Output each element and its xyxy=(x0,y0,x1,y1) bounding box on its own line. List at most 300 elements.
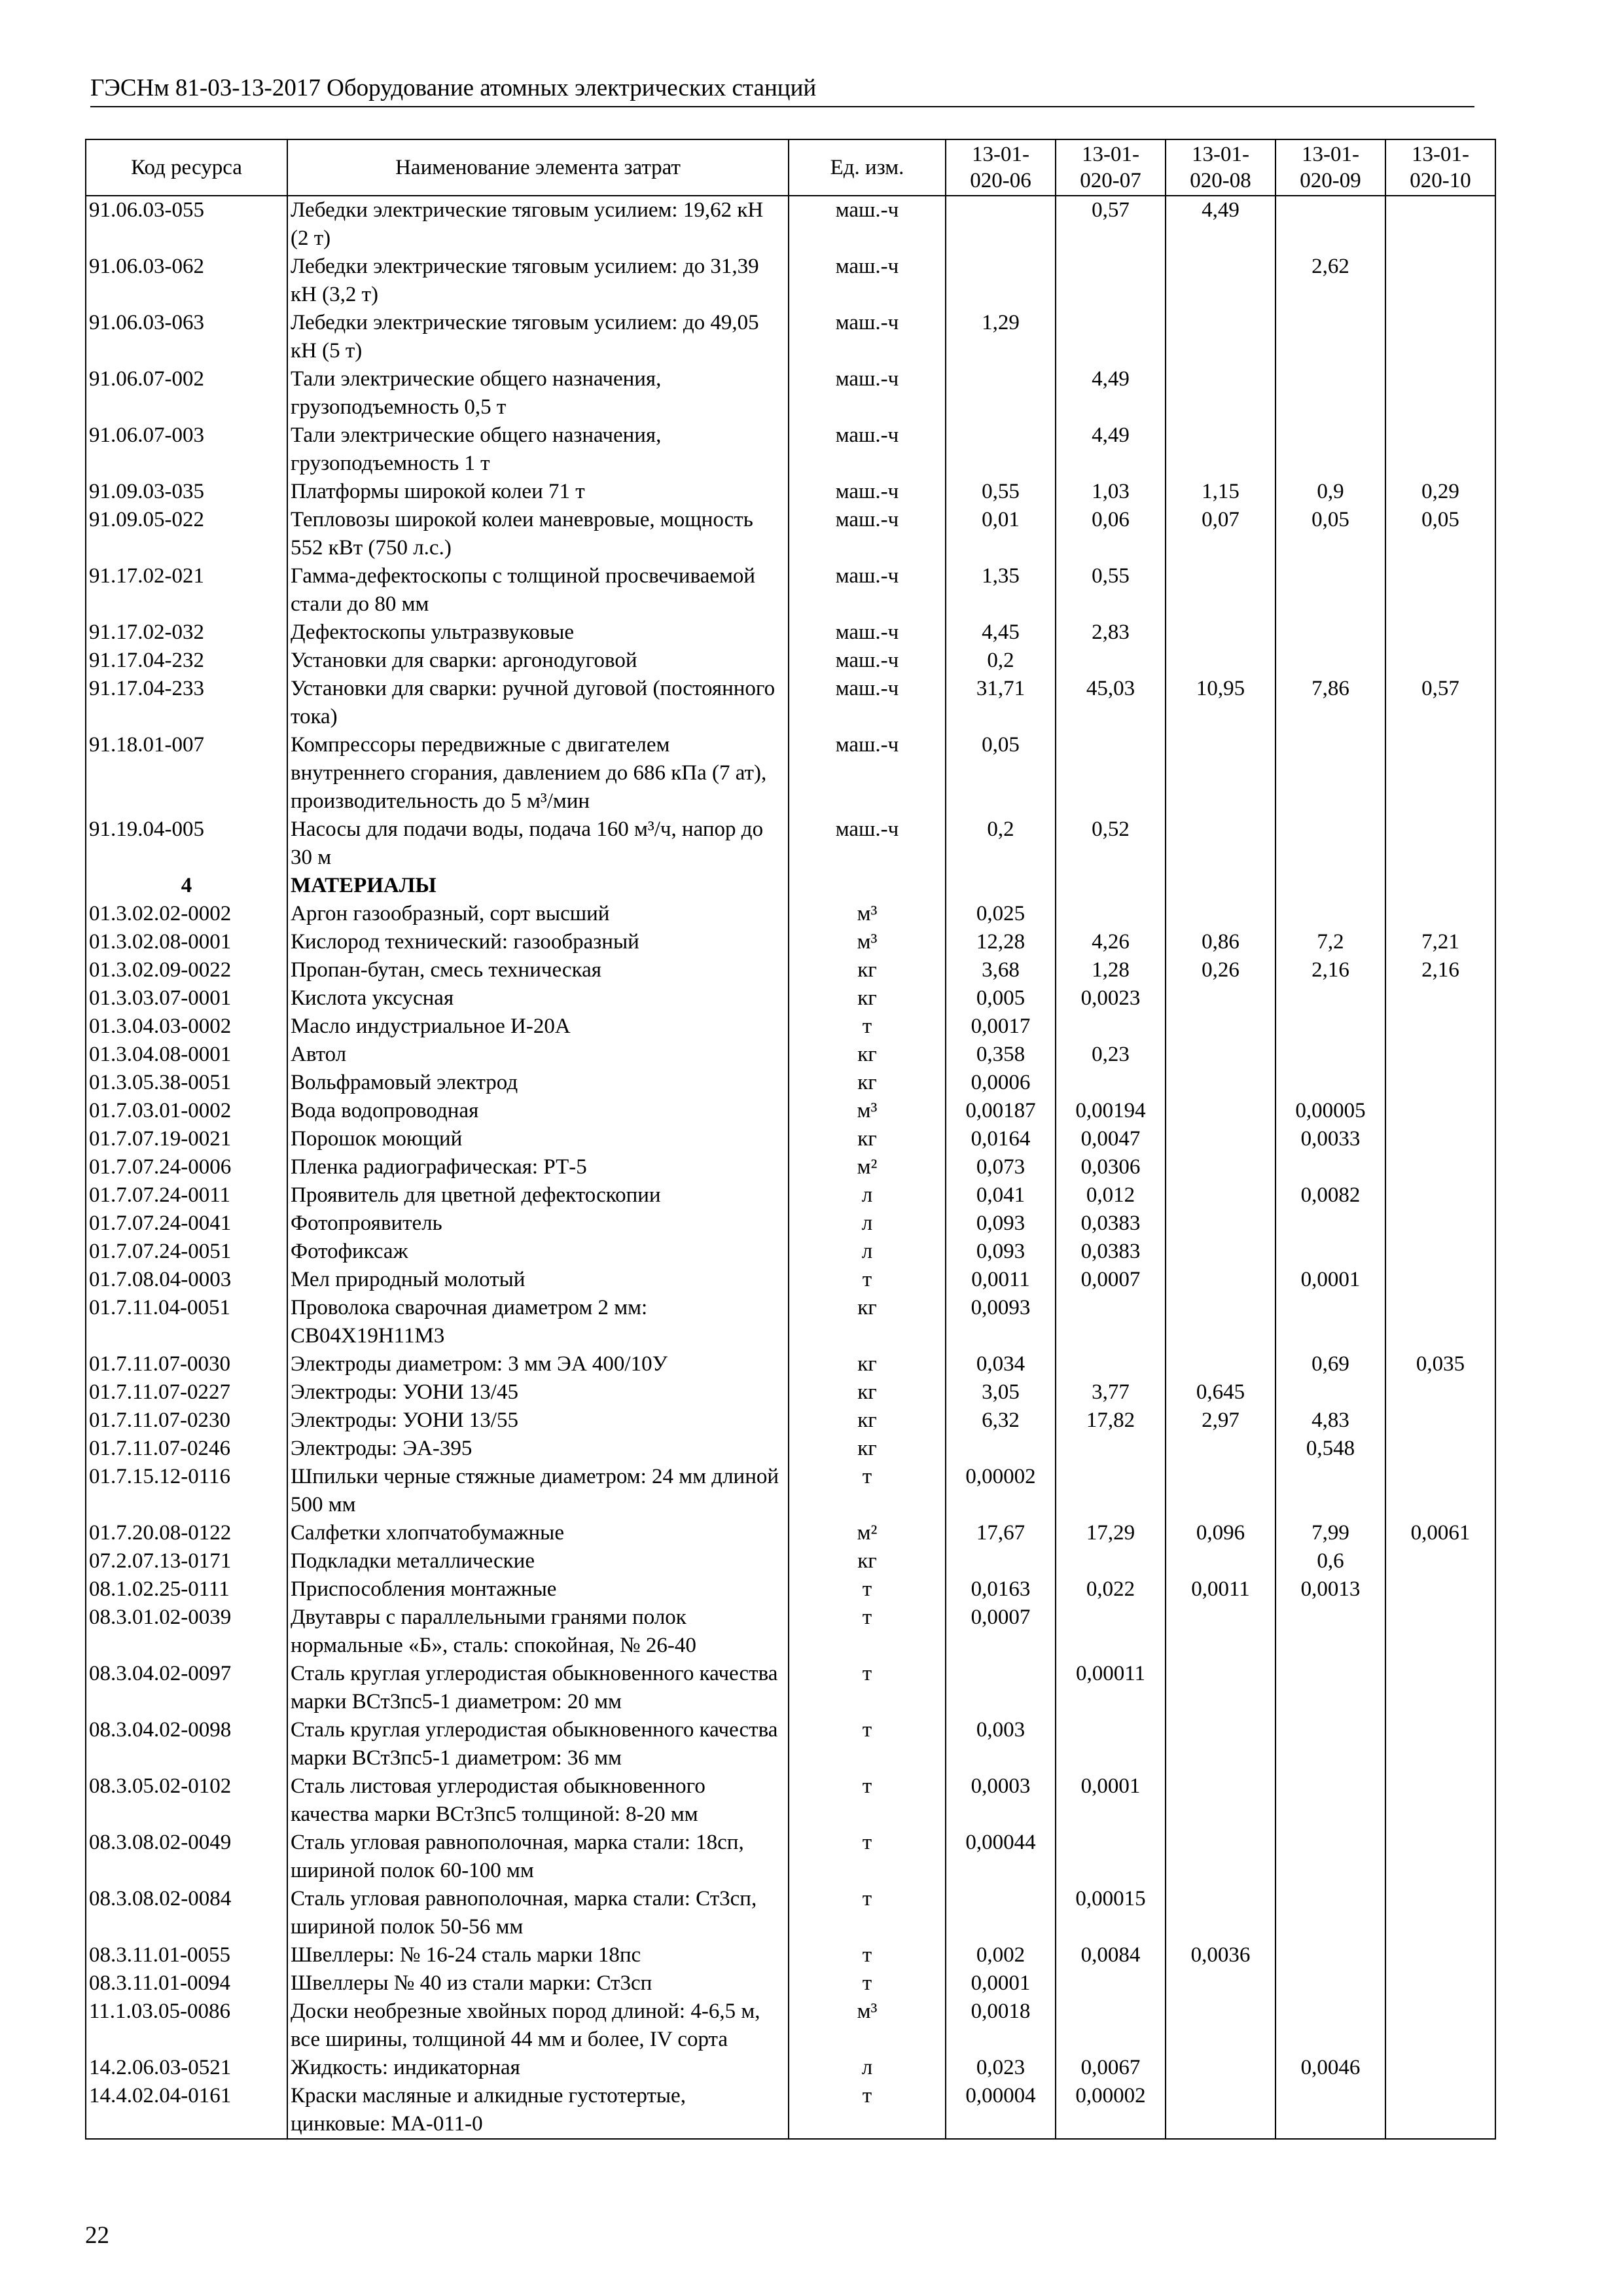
resource-name: Жидкость: индикаторная xyxy=(287,2054,789,2082)
value-cell xyxy=(1275,1069,1385,1097)
value-cell: 4,49 xyxy=(1166,196,1275,253)
table-row xyxy=(86,928,1495,956)
value-cell: 0,003 xyxy=(946,1716,1056,1772)
resource-name: Пленка радиографическая: РТ-5 xyxy=(287,1153,789,1181)
value-cell xyxy=(1385,647,1495,675)
resource-code: 01.3.02.09-0022 xyxy=(86,956,287,984)
value-cell: 17,29 xyxy=(1056,1519,1166,1547)
resource-code: 08.3.01.02-0039 xyxy=(86,1604,287,1660)
value-cell xyxy=(1385,1829,1495,1885)
value-cell xyxy=(1056,1013,1166,1041)
value-cell: 0,05 xyxy=(1275,506,1385,562)
value-cell xyxy=(1385,2054,1495,2082)
resource-name: Установки для сварки: аргонодуговой xyxy=(287,647,789,675)
value-cell: 0,034 xyxy=(946,1350,1056,1378)
resource-name: Фотопроявитель xyxy=(287,1210,789,1238)
unit-cell: м³ xyxy=(789,928,946,956)
table-row xyxy=(86,816,1495,872)
value-cell xyxy=(1166,562,1275,619)
value-cell xyxy=(1166,1153,1275,1181)
unit-cell: т xyxy=(789,1772,946,1829)
resource-code: 14.4.02.04-0161 xyxy=(86,2082,287,2139)
unit-cell: кг xyxy=(789,1041,946,1069)
resource-code: 11.1.03.05-0086 xyxy=(86,1998,287,2054)
value-cell xyxy=(1166,2054,1275,2082)
value-cell: 0,0164 xyxy=(946,1125,1056,1153)
unit-cell: маш.-ч xyxy=(789,365,946,422)
unit-cell: маш.-ч xyxy=(789,422,946,478)
table-row xyxy=(86,196,1495,253)
resource-code: 01.7.08.04-0003 xyxy=(86,1266,287,1294)
unit-cell: кг xyxy=(789,1547,946,1575)
value-cell: 0,0001 xyxy=(946,1969,1056,1998)
unit-cell: т xyxy=(789,1829,946,1885)
resource-code: 08.3.04.02-0097 xyxy=(86,1660,287,1716)
resource-name: Двутавры с параллельными гранями полок нормальные «Б», сталь: спокойная, № 26-40 xyxy=(287,1604,789,1660)
table-row xyxy=(86,1181,1495,1210)
value-cell xyxy=(1166,984,1275,1013)
value-cell xyxy=(1275,1604,1385,1660)
value-cell xyxy=(1166,1041,1275,1069)
value-cell xyxy=(1166,309,1275,365)
unit-cell: кг xyxy=(789,1069,946,1097)
value-cell xyxy=(1166,1998,1275,2054)
value-cell xyxy=(1166,900,1275,928)
resource-code: 01.7.11.04-0051 xyxy=(86,1294,287,1350)
table-header-row xyxy=(86,139,1495,196)
value-cell: 0,0084 xyxy=(1056,1941,1166,1969)
unit-cell: л xyxy=(789,1238,946,1266)
value-cell: 0,05 xyxy=(946,731,1056,816)
table-row xyxy=(86,562,1495,619)
resource-code: 91.19.04-005 xyxy=(86,816,287,872)
resource-code: 08.3.05.02-0102 xyxy=(86,1772,287,1829)
value-cell xyxy=(1166,1829,1275,1885)
table-row xyxy=(86,1463,1495,1519)
resource-name: Краски масляные и алкидные густотертые, цинковые: МА-011-0 xyxy=(287,2082,789,2139)
value-cell: 2,16 xyxy=(1385,956,1495,984)
value-cell xyxy=(1275,1210,1385,1238)
value-cell: 0,52 xyxy=(1056,816,1166,872)
value-cell xyxy=(1166,1463,1275,1519)
table-row xyxy=(86,900,1495,928)
unit-cell: т xyxy=(789,1941,946,1969)
value-cell: 0,0007 xyxy=(1056,1266,1166,1294)
value-cell: 45,03 xyxy=(1056,675,1166,731)
resource-code: 91.09.05-022 xyxy=(86,506,287,562)
resource-code: 91.06.07-003 xyxy=(86,422,287,478)
value-cell xyxy=(1166,731,1275,816)
value-cell: 0,00015 xyxy=(1056,1885,1166,1941)
resource-name: Сталь листовая углеродистая обыкновенного качества марки ВСт3пс5 толщиной: 8-20 мм xyxy=(287,1772,789,1829)
value-cell: 0,0061 xyxy=(1385,1519,1495,1547)
table-row xyxy=(86,1941,1495,1969)
resource-code: 01.3.05.38-0051 xyxy=(86,1069,287,1097)
value-cell xyxy=(1385,562,1495,619)
value-cell xyxy=(1166,1125,1275,1153)
value-cell xyxy=(946,872,1056,900)
resource-name: Тали электрические общего назначения, грузоподъемность 0,5 т xyxy=(287,365,789,422)
value-cell: 4,49 xyxy=(1056,422,1166,478)
value-cell xyxy=(1385,731,1495,816)
value-cell: 0,00011 xyxy=(1056,1660,1166,1716)
unit-cell: маш.-ч xyxy=(789,506,946,562)
value-cell xyxy=(1275,1013,1385,1041)
table-row xyxy=(86,1378,1495,1407)
value-cell xyxy=(1275,1772,1385,1829)
resource-name: Швеллеры № 40 из стали марки: Ст3сп xyxy=(287,1969,789,1998)
value-cell xyxy=(1385,1547,1495,1575)
value-cell xyxy=(1275,872,1385,900)
value-cell: 0,55 xyxy=(1056,562,1166,619)
value-cell xyxy=(1056,1350,1166,1378)
resource-name: Проволока сварочная диаметром 2 мм: СВ04Х19Н11М3 xyxy=(287,1294,789,1350)
value-cell: 0,0306 xyxy=(1056,1153,1166,1181)
resource-name: Лебедки электрические тяговым усилием: до 31,39 кН (3,2 т) xyxy=(287,253,789,309)
unit-cell: т xyxy=(789,1885,946,1941)
value-cell xyxy=(1275,647,1385,675)
value-cell xyxy=(1275,1969,1385,1998)
value-cell xyxy=(1385,1716,1495,1772)
resource-code: 91.06.03-055 xyxy=(86,196,287,253)
unit-cell: м³ xyxy=(789,900,946,928)
value-cell: 0,2 xyxy=(946,647,1056,675)
page-number: 22 xyxy=(85,2222,109,2249)
value-cell xyxy=(1275,984,1385,1013)
value-cell xyxy=(1056,1998,1166,2054)
value-cell xyxy=(1056,1069,1166,1097)
value-cell: 0,05 xyxy=(1385,506,1495,562)
section-row xyxy=(86,872,1495,900)
value-cell xyxy=(946,1547,1056,1575)
unit-cell: кг xyxy=(789,1125,946,1153)
table-row xyxy=(86,1238,1495,1266)
value-cell: 0,0013 xyxy=(1275,1575,1385,1604)
resource-name: Порошок моющий xyxy=(287,1125,789,1153)
value-cell xyxy=(1166,1660,1275,1716)
unit-cell: кг xyxy=(789,1350,946,1378)
resource-code: 01.7.15.12-0116 xyxy=(86,1463,287,1519)
value-cell xyxy=(1166,2082,1275,2139)
value-cell: 7,21 xyxy=(1385,928,1495,956)
unit-cell: кг xyxy=(789,1378,946,1407)
value-cell xyxy=(1056,1829,1166,1885)
col-header-value: 13-01- 020-07 xyxy=(1056,139,1166,196)
table-row xyxy=(86,1885,1495,1941)
resource-name: Мел природный молотый xyxy=(287,1266,789,1294)
value-cell xyxy=(1275,1378,1385,1407)
value-cell xyxy=(1275,2082,1385,2139)
value-cell: 0,57 xyxy=(1056,196,1166,253)
value-cell xyxy=(1056,1294,1166,1350)
value-cell xyxy=(946,1660,1056,1716)
value-cell xyxy=(1385,1294,1495,1350)
value-cell xyxy=(1275,1238,1385,1266)
value-cell: 0,093 xyxy=(946,1210,1056,1238)
value-cell: 0,00187 xyxy=(946,1097,1056,1125)
value-cell: 0,096 xyxy=(1166,1519,1275,1547)
value-cell: 0,55 xyxy=(946,478,1056,506)
value-cell: 0,00194 xyxy=(1056,1097,1166,1125)
value-cell xyxy=(1275,1660,1385,1716)
value-cell: 0,0383 xyxy=(1056,1210,1166,1238)
value-cell: 1,15 xyxy=(1166,478,1275,506)
value-cell xyxy=(1056,731,1166,816)
value-cell xyxy=(1385,1378,1495,1407)
resource-name: Электроды: ЭА-395 xyxy=(287,1435,789,1463)
unit-cell: м³ xyxy=(789,1998,946,2054)
value-cell: 1,03 xyxy=(1056,478,1166,506)
value-cell: 0,2 xyxy=(946,816,1056,872)
value-cell: 0,07 xyxy=(1166,506,1275,562)
table-row xyxy=(86,956,1495,984)
resource-name: Гамма-дефектоскопы с толщиной просвечиваемой стали до 80 мм xyxy=(287,562,789,619)
value-cell: 1,35 xyxy=(946,562,1056,619)
value-cell: 0,005 xyxy=(946,984,1056,1013)
unit-cell: кг xyxy=(789,1407,946,1435)
resource-code: 01.3.03.07-0001 xyxy=(86,984,287,1013)
resource-name: Кислород технический: газообразный xyxy=(287,928,789,956)
col-header-name: Наименование элемента затрат xyxy=(287,139,789,196)
value-cell xyxy=(1385,1969,1495,1998)
value-cell xyxy=(1275,1998,1385,2054)
table-row xyxy=(86,1069,1495,1097)
value-cell: 0,073 xyxy=(946,1153,1056,1181)
resource-code: 4 xyxy=(86,872,287,900)
resource-name: Салфетки хлопчатобумажные xyxy=(287,1519,789,1547)
resource-name: Насосы для подачи воды, подача 160 м³/ч, напор до 30 м xyxy=(287,816,789,872)
resource-code: 91.17.04-232 xyxy=(86,647,287,675)
value-cell xyxy=(1166,422,1275,478)
value-cell: 0,23 xyxy=(1056,1041,1166,1069)
value-cell xyxy=(1056,1969,1166,1998)
value-cell: 0,0001 xyxy=(1275,1266,1385,1294)
value-cell: 7,86 xyxy=(1275,675,1385,731)
value-cell: 3,77 xyxy=(1056,1378,1166,1407)
value-cell xyxy=(1166,1969,1275,1998)
resource-code: 08.3.11.01-0094 xyxy=(86,1969,287,1998)
value-cell xyxy=(1166,1266,1275,1294)
value-cell xyxy=(1275,422,1385,478)
table-row xyxy=(86,365,1495,422)
value-cell xyxy=(1385,1210,1495,1238)
value-cell xyxy=(1385,1998,1495,2054)
table-row xyxy=(86,1716,1495,1772)
value-cell: 0,035 xyxy=(1385,1350,1495,1378)
resource-code: 91.06.03-062 xyxy=(86,253,287,309)
value-cell xyxy=(946,253,1056,309)
resource-code: 14.2.06.03-0521 xyxy=(86,2054,287,2082)
resource-code: 01.3.02.02-0002 xyxy=(86,900,287,928)
table-row xyxy=(86,1604,1495,1660)
value-cell: 0,69 xyxy=(1275,1350,1385,1378)
value-cell xyxy=(1166,1181,1275,1210)
value-cell: 0,023 xyxy=(946,2054,1056,2082)
resource-name: Сталь угловая равнополочная, марка стали: Ст3сп, шириной полок 50-56 мм xyxy=(287,1885,789,1941)
unit-cell: маш.-ч xyxy=(789,675,946,731)
value-cell: 0,0093 xyxy=(946,1294,1056,1350)
resource-code: 07.2.07.13-0171 xyxy=(86,1547,287,1575)
value-cell xyxy=(1056,872,1166,900)
table-row xyxy=(86,675,1495,731)
value-cell: 2,62 xyxy=(1275,253,1385,309)
value-cell xyxy=(1166,1435,1275,1463)
value-cell: 0,0003 xyxy=(946,1772,1056,1829)
value-cell: 0,01 xyxy=(946,506,1056,562)
value-cell xyxy=(1385,1181,1495,1210)
resource-name: Вода водопроводная xyxy=(287,1097,789,1125)
value-cell: 0,0033 xyxy=(1275,1125,1385,1153)
value-cell xyxy=(1166,1013,1275,1041)
unit-cell: маш.-ч xyxy=(789,196,946,253)
unit-cell: кг xyxy=(789,1294,946,1350)
unit-cell: т xyxy=(789,1463,946,1519)
value-cell: 0,00002 xyxy=(946,1463,1056,1519)
value-cell: 0,06 xyxy=(1056,506,1166,562)
value-cell xyxy=(1166,1350,1275,1378)
unit-cell: л xyxy=(789,1210,946,1238)
unit-cell: м³ xyxy=(789,1097,946,1125)
resource-name: Тепловозы широкой колеи маневровые, мощность 552 кВт (750 л.с.) xyxy=(287,506,789,562)
value-cell xyxy=(1056,309,1166,365)
value-cell: 0,0018 xyxy=(946,1998,1056,2054)
resource-code: 01.3.04.03-0002 xyxy=(86,1013,287,1041)
value-cell: 0,0046 xyxy=(1275,2054,1385,2082)
table-row xyxy=(86,1210,1495,1238)
resource-name: Сталь круглая углеродистая обыкновенного качества марки ВСт3пс5-1 диаметром: 20 мм xyxy=(287,1660,789,1716)
resource-name: Сталь круглая углеродистая обыкновенного качества марки ВСт3пс5-1 диаметром: 36 мм xyxy=(287,1716,789,1772)
value-cell: 0,29 xyxy=(1385,478,1495,506)
value-cell xyxy=(1166,1716,1275,1772)
value-cell xyxy=(946,1885,1056,1941)
value-cell xyxy=(1385,1463,1495,1519)
table-row xyxy=(86,309,1495,365)
value-cell xyxy=(1056,1435,1166,1463)
resource-name: Доски необрезные хвойных пород длиной: 4-6,5 м, все ширины, толщиной 44 мм и более, IV сорта xyxy=(287,1998,789,2054)
value-cell xyxy=(1275,1829,1385,1885)
col-header-value: 13-01- 020-08 xyxy=(1166,139,1275,196)
table-row xyxy=(86,619,1495,647)
resource-code: 01.7.11.07-0227 xyxy=(86,1378,287,1407)
resource-code: 91.06.03-063 xyxy=(86,309,287,365)
value-cell xyxy=(1385,1238,1495,1266)
resource-name: Кислота уксусная xyxy=(287,984,789,1013)
col-header-value: 13-01- 020-06 xyxy=(946,139,1056,196)
col-header-value: 13-01- 020-09 xyxy=(1275,139,1385,196)
value-cell: 2,16 xyxy=(1275,956,1385,984)
resource-name: Аргон газообразный, сорт высший xyxy=(287,900,789,928)
table-row xyxy=(86,1519,1495,1547)
table-body xyxy=(86,196,1495,2139)
value-cell xyxy=(1275,1463,1385,1519)
unit-cell: маш.-ч xyxy=(789,562,946,619)
table-row xyxy=(86,1829,1495,1885)
value-cell xyxy=(1275,365,1385,422)
value-cell xyxy=(1385,872,1495,900)
value-cell: 0,002 xyxy=(946,1941,1056,1969)
value-cell: 1,29 xyxy=(946,309,1056,365)
value-cell xyxy=(1166,619,1275,647)
table-row xyxy=(86,1125,1495,1153)
value-cell xyxy=(1385,1125,1495,1153)
document-title: ГЭСНм 81-03-13-2017 Оборудование атомных электрических станций xyxy=(90,75,817,101)
resource-name: МАТЕРИАЛЫ xyxy=(287,872,789,900)
unit-cell: кг xyxy=(789,1435,946,1463)
unit-cell: маш.-ч xyxy=(789,619,946,647)
unit-cell: маш.-ч xyxy=(789,816,946,872)
value-cell xyxy=(1385,1013,1495,1041)
value-cell xyxy=(1385,816,1495,872)
value-cell xyxy=(1056,1547,1166,1575)
page-header xyxy=(90,73,1474,107)
unit-cell: т xyxy=(789,1266,946,1294)
table-row xyxy=(86,478,1495,506)
value-cell: 0,358 xyxy=(946,1041,1056,1069)
resource-code: 01.7.11.07-0030 xyxy=(86,1350,287,1378)
value-cell xyxy=(1166,1210,1275,1238)
resource-name: Фотофиксаж xyxy=(287,1238,789,1266)
resource-name: Автол xyxy=(287,1041,789,1069)
resource-code: 01.7.07.24-0051 xyxy=(86,1238,287,1266)
value-cell: 2,97 xyxy=(1166,1407,1275,1435)
value-cell xyxy=(1385,1941,1495,1969)
resource-name: Подкладки металлические xyxy=(287,1547,789,1575)
value-cell xyxy=(1166,872,1275,900)
resource-code: 01.7.07.24-0006 xyxy=(86,1153,287,1181)
value-cell xyxy=(1385,2082,1495,2139)
value-cell: 0,0017 xyxy=(946,1013,1056,1041)
value-cell: 0,00004 xyxy=(946,2082,1056,2139)
value-cell xyxy=(946,1435,1056,1463)
value-cell xyxy=(946,365,1056,422)
table-row xyxy=(86,1153,1495,1181)
resource-code: 08.3.08.02-0049 xyxy=(86,1829,287,1885)
value-cell xyxy=(1385,1575,1495,1604)
value-cell: 1,28 xyxy=(1056,956,1166,984)
value-cell: 4,45 xyxy=(946,619,1056,647)
col-header-code: Код ресурса xyxy=(86,139,287,196)
value-cell xyxy=(1275,1716,1385,1772)
value-cell xyxy=(1275,309,1385,365)
value-cell: 4,26 xyxy=(1056,928,1166,956)
table-row xyxy=(86,1294,1495,1350)
table-row xyxy=(86,1575,1495,1604)
value-cell xyxy=(1056,253,1166,309)
value-cell xyxy=(1385,365,1495,422)
table-row xyxy=(86,1969,1495,1998)
resource-name: Проявитель для цветной дефектоскопии xyxy=(287,1181,789,1210)
value-cell: 7,2 xyxy=(1275,928,1385,956)
value-cell: 0,0163 xyxy=(946,1575,1056,1604)
table-row xyxy=(86,1041,1495,1069)
value-cell xyxy=(1275,562,1385,619)
value-cell: 0,00002 xyxy=(1056,2082,1166,2139)
value-cell xyxy=(1275,1941,1385,1969)
table-row xyxy=(86,984,1495,1013)
unit-cell: т xyxy=(789,1969,946,1998)
value-cell: 0,9 xyxy=(1275,478,1385,506)
table-row xyxy=(86,1435,1495,1463)
unit-cell: т xyxy=(789,1660,946,1716)
resource-code: 01.7.03.01-0002 xyxy=(86,1097,287,1125)
value-cell: 0,0011 xyxy=(1166,1575,1275,1604)
value-cell xyxy=(1385,422,1495,478)
value-cell xyxy=(1385,1660,1495,1716)
value-cell xyxy=(1166,816,1275,872)
table-row xyxy=(86,1547,1495,1575)
table-row xyxy=(86,2054,1495,2082)
value-cell: 10,95 xyxy=(1166,675,1275,731)
